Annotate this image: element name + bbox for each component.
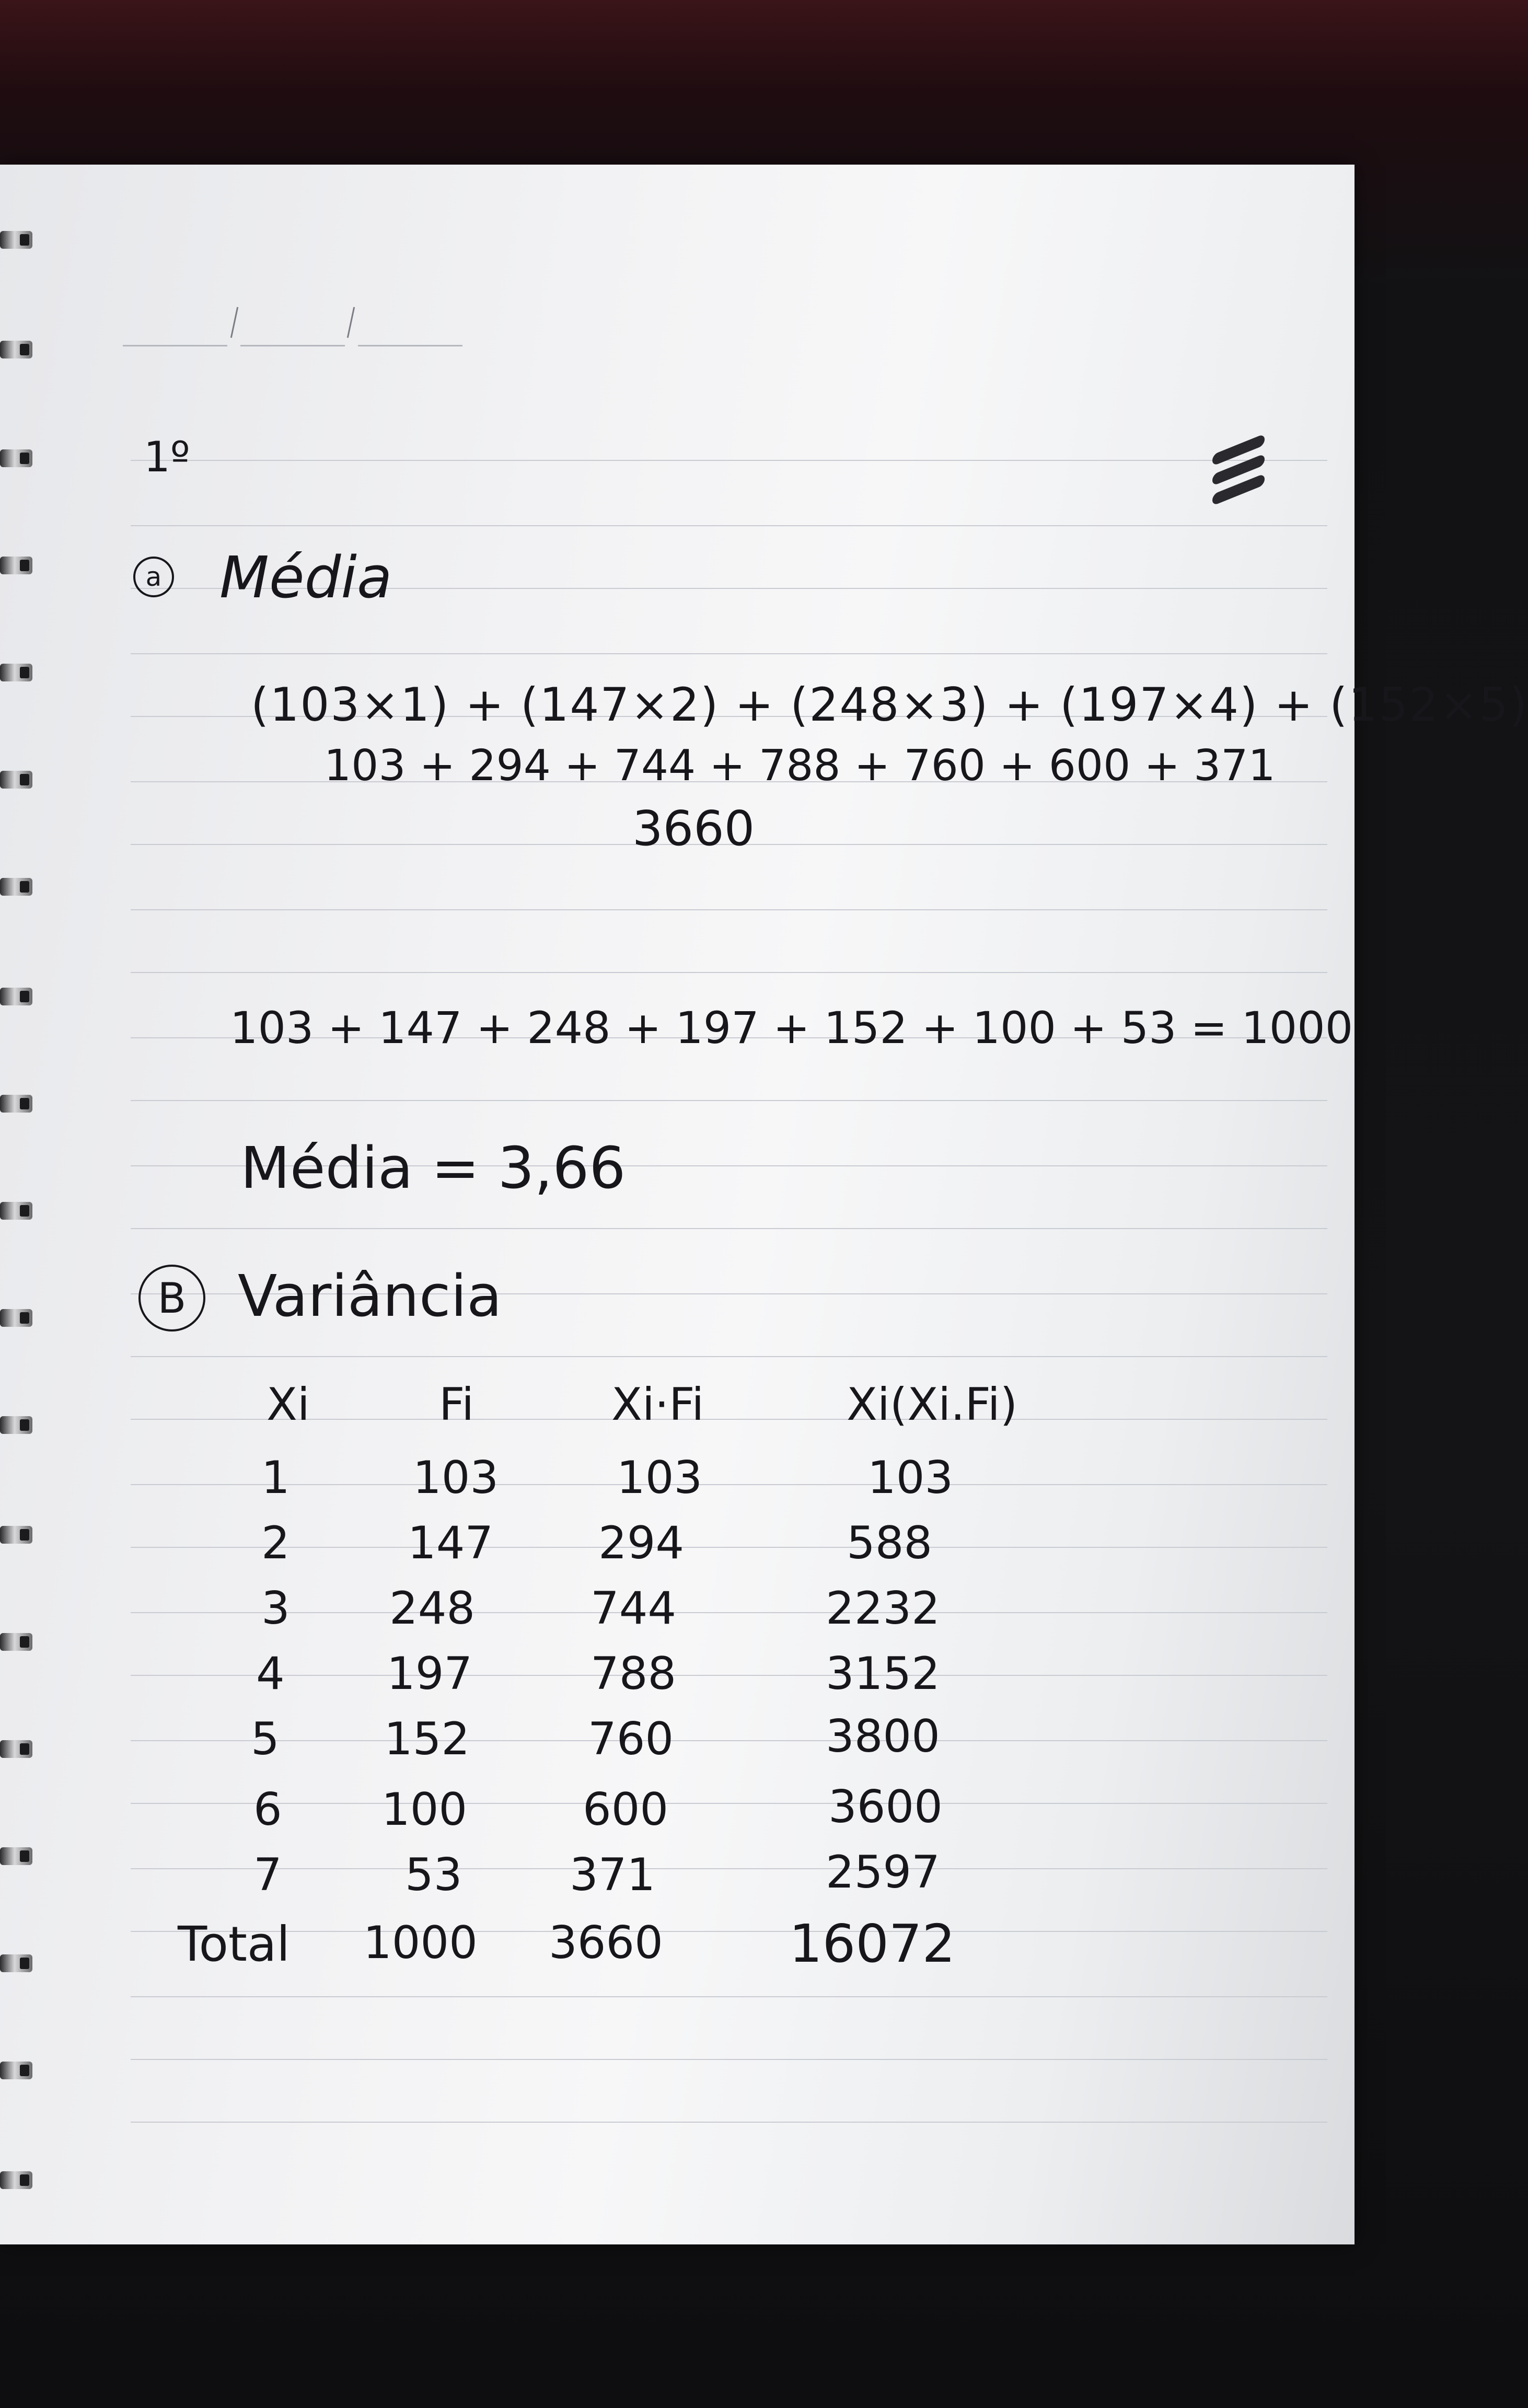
question-number: 1º (144, 433, 190, 481)
cell-xi-xi-fi: 2597 (826, 1846, 940, 1898)
ruled-line (131, 653, 1327, 654)
frequency-sum: 103 + 147 + 248 + 197 + 152 + 100 + 53 = 1000 (230, 1002, 1353, 1054)
ruled-line (131, 1931, 1327, 1932)
cell-xi-fi: 371 (570, 1849, 656, 1901)
cell-xi-fi: 294 (598, 1517, 685, 1569)
cell-fi: 147 (408, 1517, 494, 1569)
mean-result: Média = 3,66 (240, 1134, 626, 1201)
ruled-line (131, 2122, 1327, 2123)
cell-xi-fi: 760 (588, 1713, 674, 1765)
ruled-line (131, 460, 1327, 461)
ruled-line (131, 972, 1327, 973)
ruled-line (131, 1996, 1327, 1997)
ruled-line (131, 1356, 1327, 1357)
cell-xi: 7 (253, 1849, 282, 1901)
part-a-marker: a (133, 557, 174, 597)
cell-total-label: Total (178, 1916, 290, 1972)
spiral-ring (0, 1628, 37, 1659)
ruled-line (131, 1419, 1327, 1420)
spiral-ring (0, 1197, 37, 1228)
ruled-line (131, 1100, 1327, 1101)
mean-expression: (103×1) + (147×2) + (248×3) + (197×4) + (152×5) (251, 678, 1528, 732)
cell-xi-fi: 744 (591, 1582, 677, 1635)
cell-xi: 5 (251, 1713, 280, 1765)
spiral-ring (0, 2166, 37, 2197)
part-a-title: Média (219, 544, 392, 611)
ruled-line (131, 1740, 1327, 1741)
spiral-ring (0, 1411, 37, 1442)
cell-xi-fi: 3660 (549, 1917, 663, 1969)
cell-fi: 197 (387, 1648, 473, 1700)
cell-xi: 1 (261, 1452, 290, 1504)
cell-fi: 152 (384, 1713, 470, 1765)
header-xi-fi: Xi·Fi (611, 1379, 704, 1431)
spiral-ring (0, 335, 37, 367)
spiral-ring (0, 766, 37, 797)
spiral-ring (0, 982, 37, 1014)
spiral-ring (0, 1949, 37, 1981)
cell-xi-xi-fi: 2232 (826, 1582, 940, 1635)
cell-xi-xi-fi: 3152 (826, 1648, 940, 1700)
cell-xi-xi-fi: 16072 (789, 1913, 956, 1974)
ruled-line (131, 525, 1327, 526)
cell-xi: 4 (256, 1648, 285, 1700)
spiral-ring (0, 1521, 37, 1552)
ruled-line (131, 909, 1327, 910)
cell-xi-fi: 788 (591, 1648, 677, 1700)
spiral-ring (0, 444, 37, 476)
cell-fi: 1000 (363, 1917, 478, 1969)
ruled-line (131, 1484, 1327, 1485)
cell-xi-xi-fi: 103 (867, 1452, 954, 1504)
ruled-line (131, 1547, 1327, 1548)
header-fi: Fi (439, 1379, 474, 1431)
part-b-title: Variância (238, 1263, 502, 1329)
spiral-ring (0, 1842, 37, 1873)
spiral-ring (0, 1304, 37, 1335)
cell-xi-fi: 103 (617, 1452, 703, 1504)
spiral-ring (0, 873, 37, 904)
cell-xi: 6 (253, 1784, 282, 1836)
ruled-line (131, 2059, 1327, 2060)
cell-xi: 2 (261, 1517, 290, 1569)
spiral-ring (0, 551, 37, 583)
ruled-line (131, 1803, 1327, 1804)
header-xi: Xi (267, 1379, 310, 1431)
spiral-ring (0, 2056, 37, 2088)
cell-xi-xi-fi: 3800 (826, 1710, 940, 1763)
products-total: 3660 (632, 801, 755, 856)
cell-xi-xi-fi: 3600 (828, 1781, 943, 1833)
products-sum: 103 + 294 + 744 + 788 + 760 + 600 + 371 (324, 741, 1276, 791)
ruled-line (131, 1612, 1327, 1613)
cell-fi: 100 (381, 1784, 468, 1836)
cell-fi: 248 (389, 1582, 476, 1635)
cell-xi-xi-fi: 588 (847, 1517, 933, 1569)
spiral-ring (0, 658, 37, 690)
ruled-line (131, 1675, 1327, 1676)
part-b-marker: B (138, 1265, 205, 1332)
header-xi-xi-fi: Xi(Xi.Fi) (847, 1379, 1018, 1431)
brand-logo-icon (1212, 444, 1265, 504)
spiral-ring (0, 1090, 37, 1121)
cell-xi: 3 (261, 1582, 290, 1635)
cell-xi-fi: 600 (583, 1784, 669, 1836)
spiral-ring (0, 226, 37, 257)
ruled-line (131, 1868, 1327, 1869)
cell-fi: 103 (413, 1452, 499, 1504)
cell-fi: 53 (405, 1849, 462, 1901)
spiral-ring (0, 1735, 37, 1766)
ruled-line (131, 1228, 1327, 1229)
